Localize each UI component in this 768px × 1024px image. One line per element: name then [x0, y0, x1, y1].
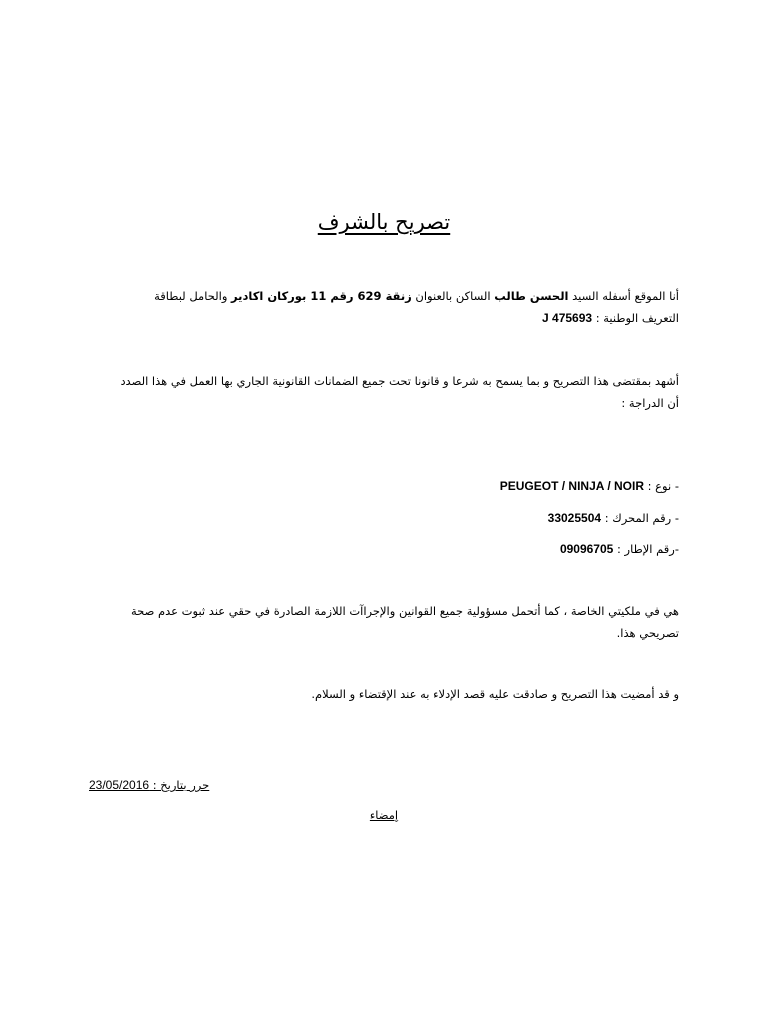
frame-number-label: -رقم الإطار :: [613, 542, 679, 556]
intro-paragraph: [119, 285, 679, 329]
engine-number-line: [548, 508, 679, 528]
vehicle-type-line: [500, 476, 679, 496]
attestation-paragraph: أشهد بمقتضى هذا التصريح و بما يسمح به شرعا و قانونا تحت جميع الضمانات القانونية الجاري بها العمل في هذا الصدد أن الدراجة :: [120, 374, 679, 410]
signature-label: إمضاء: [369, 808, 399, 822]
issue-date-value: 23/05/2016: [89, 778, 150, 792]
responsibility-paragraph: هي في ملكيتي الخاصة ، كما أتحمل مسؤولية جميع القوانين والإجراآت اللازمة الصادرة في حقي عند ثبوت عدم صحة تصريحي هذا.: [131, 604, 679, 640]
intro-text-3: والحامل لبطاقة التعريف الوطنية :: [154, 289, 679, 325]
declarant-address: زنقة 629 رقم 11 بوركان اكادير: [231, 289, 412, 303]
closing-paragraph: و قد أمضيت هذا التصريح و صادقت عليه قصد الإدلاء به عند الإقتضاء و السلام.: [311, 687, 679, 701]
vehicle-type-label: - نوع :: [644, 479, 679, 493]
engine-number-label: - رقم المحرك :: [601, 511, 679, 525]
issue-date-label: حرر بتاريخ :: [149, 778, 210, 792]
declarant-name: الحسن طالب: [494, 289, 569, 303]
engine-number-value: 33025504: [547, 511, 602, 525]
intro-text-2: الساكن بالعنوان: [411, 289, 495, 303]
intro-text-1: أنا الموقع أسفله السيد: [568, 289, 679, 303]
national-id-number: J 475693: [542, 311, 593, 325]
frame-number-value: 09096705: [559, 542, 614, 556]
vehicle-type-value: PEUGEOT / NINJA / NOIR: [499, 479, 644, 493]
document-title: تصريح بالشرف: [317, 210, 451, 234]
issue-date: [89, 775, 209, 795]
frame-number-line: [560, 539, 679, 559]
